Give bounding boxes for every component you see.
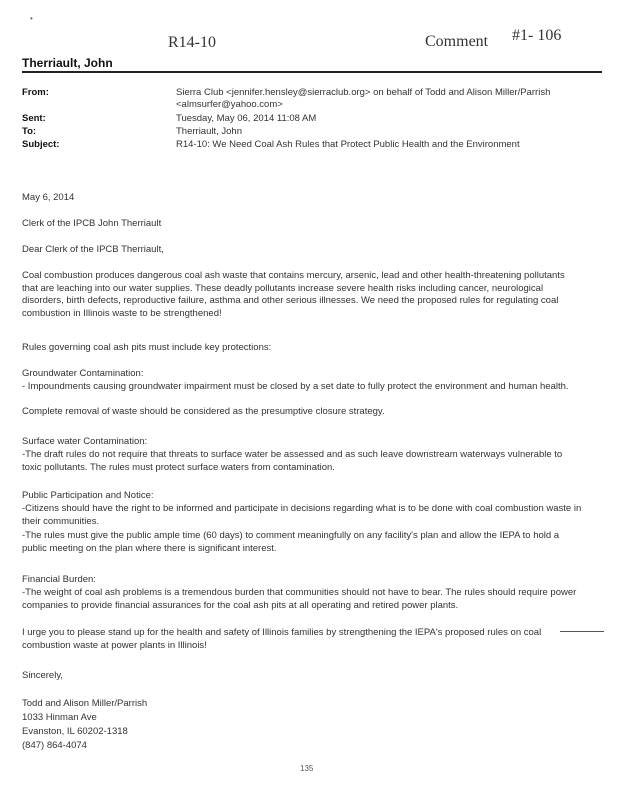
financial-burden-heading: Financial Burden: xyxy=(22,574,96,585)
letter-date: May 6, 2014 xyxy=(22,192,75,203)
public-participation-text-1: -Citizens should have the right to be informed and participate in decisions regarding what is to be done with coal combustion waste in their communities. xyxy=(22,503,582,527)
letter-recipient: Clerk of the IPCB John Therriault xyxy=(22,218,162,229)
signature-city: Evanston, IL 60202-1318 xyxy=(22,726,128,737)
financial-burden-text: -The weight of coal ash problems is a tremendous burden that communities should not have to bear. The rules should require power companies to provide financial assurances for the coal ash pits at all operating and retired power plants. xyxy=(22,587,577,611)
comment-label: Comment xyxy=(425,33,489,50)
closing-request: I urge you to please stand up for the health and safety of Illinois families by strengthening the IEPA's proposed rules on coal combustion waste at power plants in Illinois! xyxy=(22,627,542,651)
signoff: Sincerely, xyxy=(22,670,64,681)
sent-label: Sent: xyxy=(22,113,46,124)
header-divider xyxy=(22,71,602,73)
signature-street: 1033 Hinman Ave xyxy=(22,712,97,723)
surface-water-text: -The draft rules do not require that threats to surface water be assessed and as such leave downstream waterways vulnerable to toxic pollutants. The rules must protect surface waters from contamination. xyxy=(22,449,563,473)
public-participation-text-2: -The rules must give the public ample time (60 days) to comment meaningfully on any facility's plan and allow the IEPA to hold a public meeting on the plan where there is significant interest. xyxy=(22,530,560,554)
groundwater-text-1: - Impoundments causing groundwater impairment must be closed by a set date to fully protect the environment and human health. xyxy=(22,381,569,392)
comment-number: #1- 106 xyxy=(512,27,562,44)
groundwater-text-2: Complete removal of waste should be considered as the presumptive closure strategy. xyxy=(22,406,385,417)
subject-value: R14-10: We Need Coal Ash Rules that Protect Public Health and the Environment xyxy=(176,139,520,150)
letter-salutation: Dear Clerk of the IPCB Therriault, xyxy=(22,244,164,255)
docket-code: R14-10 xyxy=(168,34,216,51)
corner-mark: • xyxy=(30,14,33,23)
to-label: To: xyxy=(22,126,37,137)
mailbox-owner: Therriault, John xyxy=(22,56,113,70)
surface-water-heading: Surface water Contamination: xyxy=(22,436,148,447)
page-number: 135 xyxy=(300,764,314,773)
to-value: Therriault, John xyxy=(176,126,243,137)
signature-name: Todd and Alison Miller/Parrish xyxy=(22,698,148,709)
public-participation-heading: Public Participation and Notice: xyxy=(22,490,154,501)
margin-mark xyxy=(560,631,604,632)
groundwater-heading: Groundwater Contamination: xyxy=(22,368,144,379)
from-value: Sierra Club <jennifer.hensley@sierraclub.org> on behalf of Todd and Alison Miller/Parrish <almsurfer@yahoo.com> xyxy=(176,87,551,110)
key-protections: Rules governing coal ash pits must include key protections: xyxy=(22,342,272,353)
signature-phone: (847) 864-4074 xyxy=(22,740,87,751)
sent-value: Tuesday, May 06, 2014 11:08 AM xyxy=(176,113,317,124)
from-label: From: xyxy=(22,87,49,98)
intro-paragraph: Coal combustion produces dangerous coal ash waste that contains mercury, arsenic, lead and other health-threatening pollutants that are leaching into our water supplies. These deadly pollutants increase severe health risks including cancer, neurological disorders, birth defects, reproductive failure, asthma and other serious illnesses. We need the proposed rules for regulating coal combustion in Illinois waste to be strengthened! xyxy=(22,270,565,319)
subject-label: Subject: xyxy=(22,139,60,150)
